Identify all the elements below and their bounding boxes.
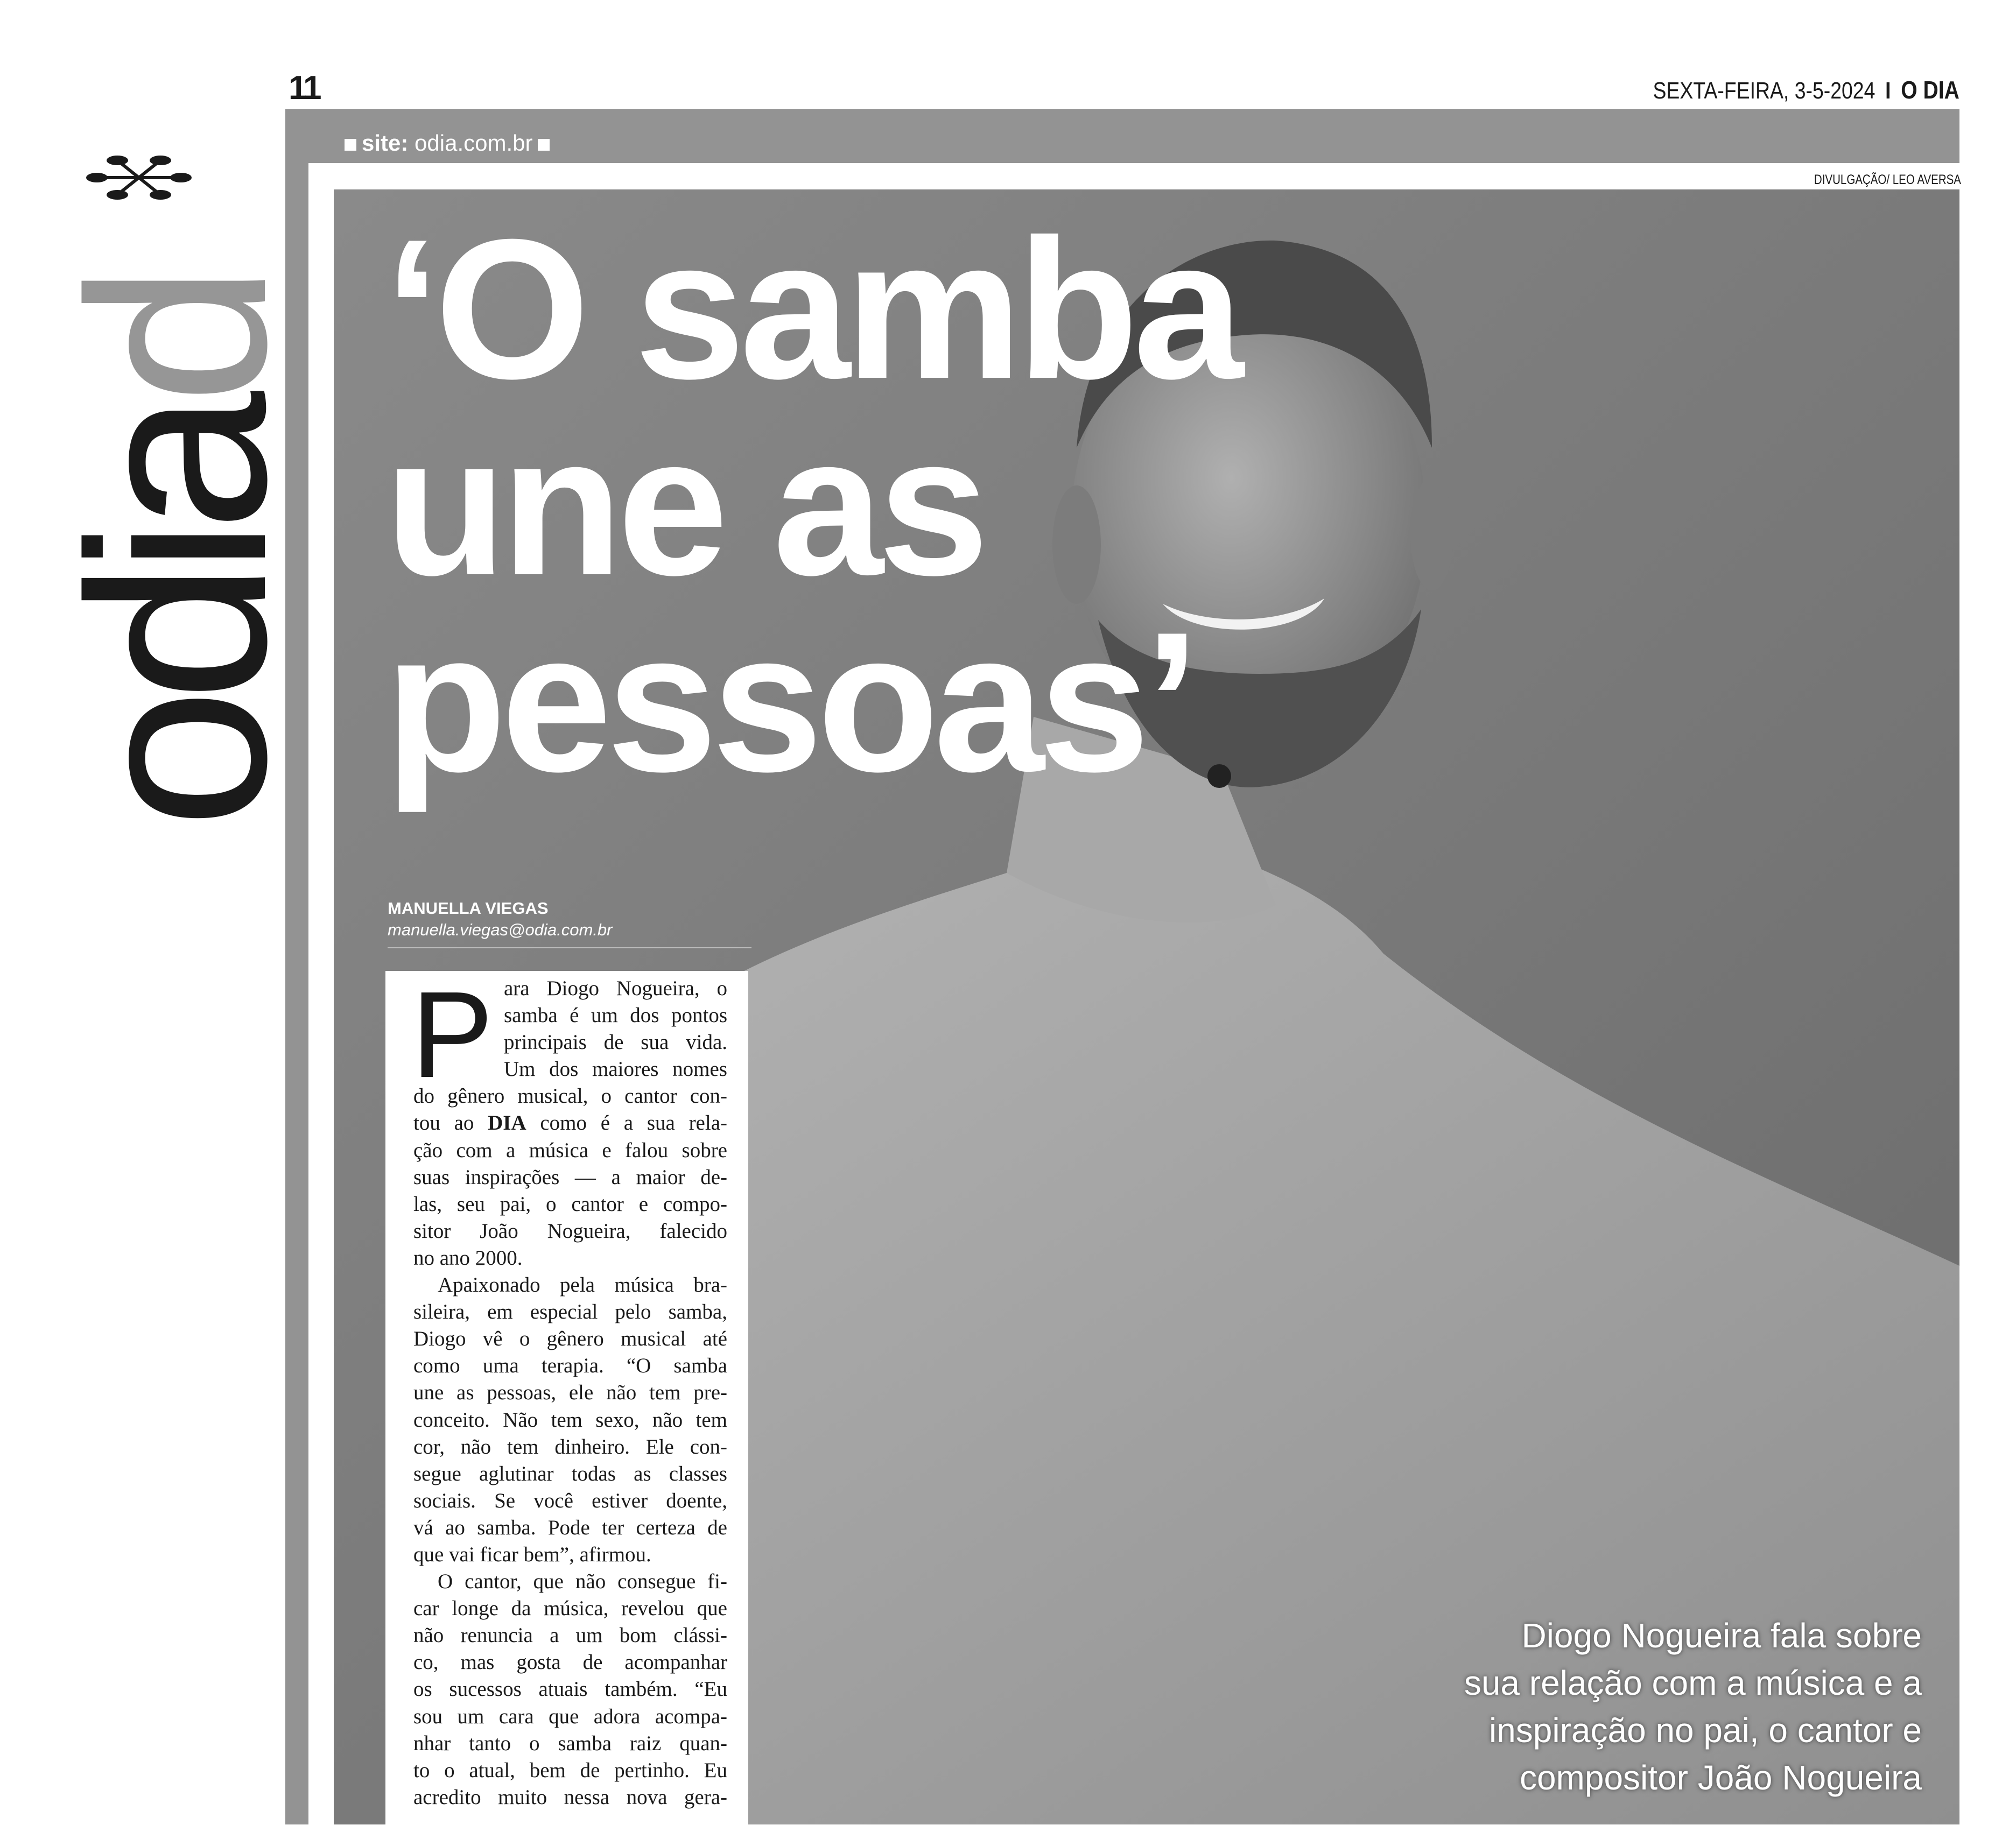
article-line: O cantor, que não consegue fi- [438, 1570, 727, 1594]
square-bullet-icon [538, 139, 550, 151]
article-line: to o atual, bem de pertinho. Eu [413, 1758, 727, 1782]
article-line: Diogo vê o gênero musical até [413, 1327, 727, 1351]
article-line: não renuncia a um bom clássi- [413, 1624, 727, 1647]
section-logo [36, 151, 319, 840]
byline-email[interactable]: manuella.viegas@odia.com.br [388, 920, 613, 939]
article-line: car longe da música, revelou que [413, 1597, 727, 1620]
article-line: samba é um dos pontos [504, 1004, 727, 1027]
article-body [411, 967, 727, 1811]
article-line: conceito. Não tem sexo, não tem [413, 1408, 727, 1432]
date: SEXTA-FEIRA, 3-5-2024 [1653, 77, 1875, 104]
headline [385, 198, 1239, 813]
section-logo-text: odiad [36, 277, 319, 829]
article-text-box [385, 967, 748, 1832]
article-line: nhar tanto o samba raiz quan- [413, 1731, 727, 1755]
site-label: site: [362, 130, 409, 156]
caption-line: Diogo Nogueira fala sobre [1521, 1616, 1922, 1655]
site-link[interactable] [345, 130, 550, 156]
article-line: tou ao DIA como é a sua rela- [413, 1111, 727, 1135]
article-line: une as pessoas, ele não tem pre- [413, 1381, 727, 1405]
article-line: os sucessos atuais também. “Eu [413, 1678, 727, 1701]
square-bullet-icon [345, 139, 356, 151]
site-url: odia.com.br [415, 130, 533, 156]
dateline [1653, 75, 1959, 104]
caption-line: sua relação com a música e a [1464, 1664, 1922, 1702]
page-number: 11 [289, 69, 320, 107]
headline-line: une as [385, 394, 984, 617]
byline-author: MANUELLA VIEGAS [388, 899, 549, 918]
article-line: Apaixonado pela música bra- [438, 1273, 727, 1297]
article-line: las, seu pai, o cantor e compo- [413, 1192, 727, 1216]
article-line: do gênero musical, o cantor con- [413, 1084, 727, 1108]
caption-line: inspiração no pai, o cantor e [1488, 1711, 1922, 1750]
asterisk-dots-icon [85, 156, 193, 199]
article-line: co, mas gosta de acompanhar [413, 1651, 727, 1674]
photo-credit: DIVULGAÇÃO/ LEO AVERSA [1814, 172, 1961, 187]
headline-line: ‘O samba [385, 198, 1239, 420]
article-line: sileira, em especial pelo samba, [413, 1300, 727, 1324]
caption-line: compositor João Nogueira [1519, 1758, 1922, 1797]
drop-cap: P [411, 967, 494, 1103]
photo-caption [1464, 1612, 1922, 1801]
article-line: sou um cara que adora acompa- [413, 1704, 727, 1728]
article-line: cor, não tem dinheiro. Ele con- [413, 1435, 727, 1458]
article-line: ção com a música e falou sobre [413, 1138, 727, 1162]
newspaper-name: O DIA [1901, 76, 1959, 104]
article-line: sociais. Se você estiver doente, [413, 1489, 727, 1512]
article-line: vá ao samba. Pode ter certeza de [413, 1516, 727, 1539]
article-line: sitor João Nogueira, falecido [413, 1219, 727, 1243]
article-line: que vai ficar bem”, afirmou. [413, 1542, 651, 1566]
article-line: ara Diogo Nogueira, o [504, 977, 727, 1000]
newspaper-name-inline: DIA [488, 1111, 526, 1135]
headline-line: pessoas’ [385, 591, 1195, 813]
article-line: acredito muito nessa nova gera- [413, 1785, 727, 1809]
article-line: no ano 2000. [413, 1246, 523, 1270]
article-line: Um dos maiores nomes [504, 1058, 727, 1081]
article-line: como uma terapia. “O samba [413, 1354, 727, 1378]
article-line: suas inspirações — a maior de- [413, 1165, 727, 1189]
byline-divider [388, 947, 751, 948]
separator: I [1885, 77, 1891, 104]
article-line: principais de sua vida. [504, 1031, 727, 1054]
article-line: segue aglutinar todas as classes [413, 1462, 727, 1485]
